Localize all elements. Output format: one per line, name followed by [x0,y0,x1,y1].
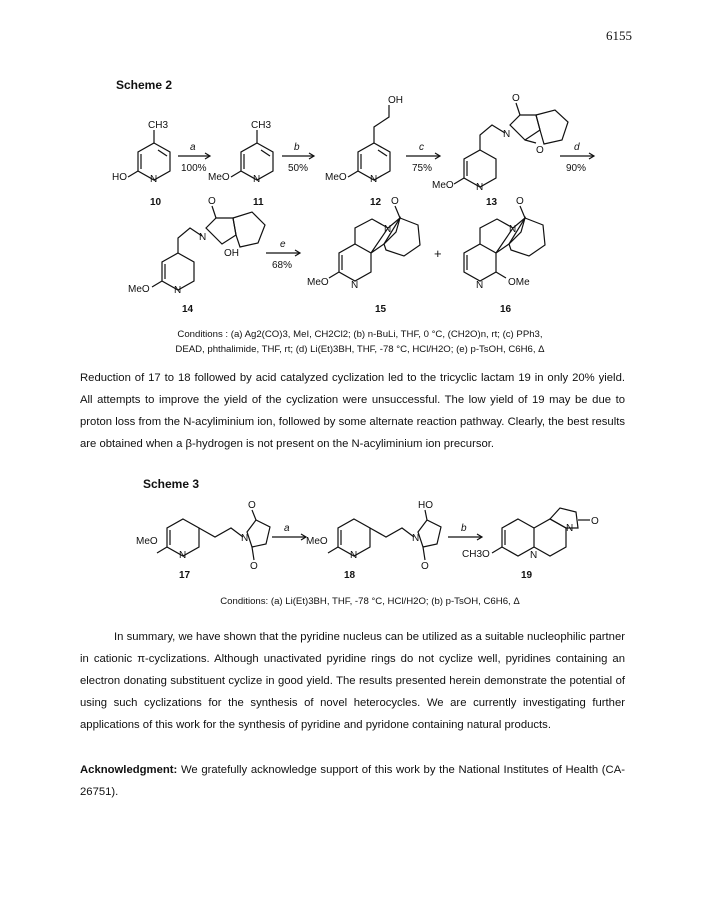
scheme-2-title: Scheme 2 [116,78,173,92]
arrow-e-yield: 68% [272,260,293,271]
plus-sign: + [434,246,442,261]
c17-number: 17 [179,570,191,581]
arrow-c [406,153,440,159]
c17-o1: O [248,500,256,511]
c10-ho: HO [112,172,127,183]
arrow-c-yield: 75% [412,163,433,174]
page-number: 6155 [606,28,632,43]
arrow-b-yield: 50% [288,163,309,174]
compound-16-structure [464,206,545,281]
c12-number: 12 [370,197,382,208]
arrow-s3-a-reagent: a [284,523,290,534]
c18-n2: N [412,533,420,544]
c19-o: O [591,516,599,527]
c18-number: 18 [344,570,356,581]
c11-meo: MeO [208,172,230,183]
arrow-d [560,153,594,159]
c18-meo: MeO [306,536,328,547]
arrow-d-yield: 90% [566,163,587,174]
c18-ho: HO [418,500,433,511]
c10-n: N [150,174,158,185]
scheme-2-conditions-line-1: Conditions : (a) Ag2(CO)3, MeI, CH2Cl2; (b) n-BuLi, THF, 0 °C, (CH2O)n, rt; (c) PPh3, [177,329,543,340]
c19-number: 19 [521,570,533,581]
paragraph-2-text: In summary, we have shown that the pyridine nucleus can be utilized as a suitable nucleophilic partner in cationic π-cyclizations. Although unactivated pyridine rings do not cyclize well, pyridines containing an electron donating substituent cyclize in good yield. The results presented herein demonstrate the potential of using such cyclizations for the synthesis of novel heterocycles. We are currently investigating further applications of this work for the synthesis of pyridine and pyridone containing natural products. [80,631,625,731]
scheme-3-title: Scheme 3 [143,477,200,491]
c17-n2: N [241,533,249,544]
c12-meo: MeO [325,172,347,183]
c11-number: 11 [253,197,264,208]
c11-n: N [253,174,261,185]
paragraph-1: Reduction of 17 to 18 followed by acid catalyzed cyclization led to the tricyclic lactam 19 in only 20% yield. All attempts to improve the yield of the cyclization were unsuccessful. The low yield of 19 may be due to proton loss from the N-acyliminium ion, followed by some alternate reaction pathway. Clearly, the best results are obtained when a β-hydrogen is not present on the N-acyliminium ion precursor. [80,372,625,450]
compound-18-structure [328,510,441,560]
arrow-e [266,250,300,256]
c15-n-lactam: N [384,224,392,235]
scheme-2-conditions [110,327,610,357]
scheme-2-conditions-line-2: DEAD, phthalimide, THF, rt; (d) Li(Et)3BH, THF, -78 °C, HCl/H2O; (e) p-TsOH, C6H6, Δ [175,344,545,355]
c14-meo: MeO [128,284,150,295]
arrow-s3-b-reagent: b [461,523,467,534]
arrow-d-reagent: d [574,142,580,153]
c10-number: 10 [150,197,162,208]
compound-12-structure [348,105,390,180]
compound-14-structure [152,206,265,290]
arrow-a [178,153,210,159]
c11-ch3: CH3 [251,120,272,131]
c14-n-lactam: N [199,232,207,243]
scheme-3-conditions: Conditions: (a) Li(Et)3BH, THF, -78 °C, HCl/H2O; (b) p-TsOH, C6H6, Δ [220,596,520,607]
c15-meo: MeO [307,277,329,288]
c13-o1: O [512,93,520,104]
c13-n-imide: N [503,129,511,140]
compound-13-structure [454,103,568,187]
arrow-c-reagent: c [419,142,424,153]
c13-number: 13 [486,197,498,208]
c13-o2: O [536,145,544,156]
compound-19-structure [492,508,590,556]
acknowledgment-label: Acknowledgment: [80,764,178,776]
acknowledgment-text: We gratefully acknowledge support of this work by the National Institutes of Health (CA-26751). [80,764,626,798]
c14-o: O [208,196,216,207]
c17-meo: MeO [136,536,158,547]
arrow-b [282,153,314,159]
c12-oh: OH [388,95,403,106]
compound-15-structure [329,206,420,281]
c19-ch3o: CH3O [462,549,490,560]
c12-n: N [370,174,378,185]
c15-number: 15 [375,304,387,315]
c10-ch3: CH3 [148,120,169,131]
c19-n: N [530,550,538,561]
c18-o: O [421,561,429,572]
c18-n: N [350,550,358,561]
arrow-b-reagent: b [294,142,300,153]
c16-n: N [476,280,484,291]
c17-n: N [179,550,187,561]
compound-17-structure [157,510,270,560]
scheme-3-diagram [157,508,590,560]
arrow-e-reagent: e [280,239,286,250]
c16-ome: OMe [508,277,530,288]
compound-11-structure [231,130,273,180]
c16-o: O [516,196,524,207]
acknowledgment [80,759,625,803]
c14-number: 14 [182,304,194,315]
arrow-a-yield: 100% [181,163,207,174]
c15-o: O [391,196,399,207]
c17-o2: O [250,561,258,572]
c13-meo: MeO [432,180,454,191]
arrow-s3-a [272,534,306,540]
c14-n: N [174,285,182,296]
c13-n: N [476,182,484,193]
paragraph-2 [80,626,625,736]
arrow-a-reagent: a [190,142,196,153]
c14-oh: OH [224,248,239,259]
c16-n-lactam: N [509,224,517,235]
c16-number: 16 [500,304,512,315]
c19-n2: N [566,523,574,534]
c15-n: N [351,280,359,291]
arrow-s3-b [448,534,482,540]
compound-10-structure [128,130,170,180]
